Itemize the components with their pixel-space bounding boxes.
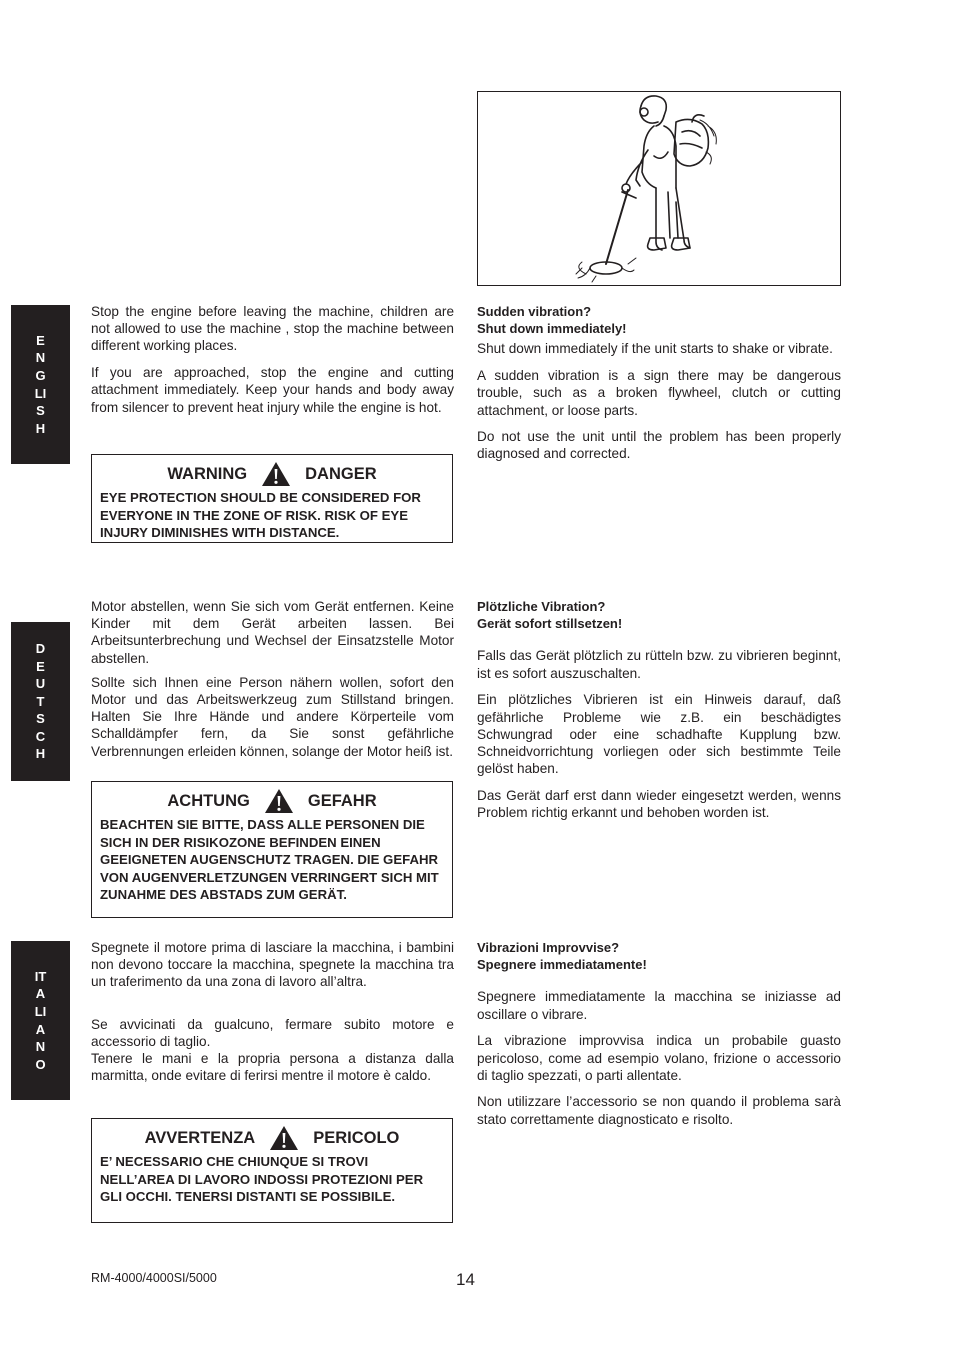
english-heading-1: Sudden vibration? (477, 304, 592, 319)
english-heading-2: Shut down immediately! (477, 321, 627, 337)
language-tab-italiano (11, 941, 70, 1100)
warning-right-word: PERICOLO (313, 1129, 400, 1147)
italiano-warning-box (91, 1118, 453, 1223)
warning-triangle-icon (261, 461, 291, 487)
language-tab-label: DEUTSCH (35, 640, 46, 762)
english-warning-text: EYE PROTECTION SHOULD BE CONSIDERED FOR EVERYONE IN THE ZONE OF RISK. RISK OF EYE INJURY DIMINISHES WITH DISTANCE. (100, 490, 421, 541)
italiano-right-paragraph-1: Spegnere immediatamente la macchina se iniziasse ad oscillare o vibrare. (477, 989, 841, 1022)
deutsch-left-column (91, 598, 454, 769)
warning-triangle-icon (269, 1125, 299, 1151)
language-tab-label: ENGLISH (34, 332, 47, 436)
italiano-heading-2: Spegnere immediatamente! (477, 957, 647, 973)
deutsch-heading-2: Gerät sofort stillsetzen! (477, 616, 623, 632)
english-right-column (477, 303, 841, 472)
language-tab-label: ITALIANO (34, 968, 47, 1072)
english-right-paragraph-1: Shut down immediately if the unit starts to shake or vibrate. (477, 341, 833, 357)
deutsch-paragraph-1: Motor abstellen, wenn Sie sich vom Gerät entfernen. Keine Kinder mit dem Gerät arbeiten lassen. Bei Arbeitsunterbrechung und Wechsel der Einsatzstelle Motor abstellen. (91, 599, 454, 666)
deutsch-warning-text: BEACHTEN SIE BITTE, DASS ALLE PERSONEN DIE SICH IN DER RISIKOZONE BEFINDEN EINEN GEEIGNETEN AUGENSCHUTZ TRAGEN. DIE GEFAHR VON AUGENVERLETZUNGEN VERRINGERT SICH MIT ZUNAHME DES ABSTADS ZUM GERÄT. (100, 817, 439, 903)
warning-right-word: DANGER (305, 465, 377, 483)
warning-left-word: WARNING (167, 465, 248, 483)
warning-left-word: AVVERTENZA (144, 1129, 256, 1147)
language-tab-deutsch (11, 622, 70, 781)
italiano-right-column (477, 939, 841, 1137)
italiano-right-paragraph-3: Non utilizzare l’accessorio se non quando il problema sarà stato correttamente diagnosticato e risolto. (477, 1094, 841, 1127)
deutsch-right-paragraph-1: Falls das Gerät plötzlich zu rütteln bzw. zu vibrieren beginnt, ist es sofort auszuschalten. (477, 648, 841, 681)
warning-right-word: GEFAHR (307, 792, 377, 810)
english-right-paragraph-3: Do not use the unit until the problem has been properly diagnosed and corrected. (477, 429, 841, 462)
deutsch-warning-title (100, 788, 444, 814)
deutsch-right-paragraph-3: Das Gerät darf erst dann wieder eingesetzt werden, wenns Problem richtig erkannt und behoben worden ist. (477, 787, 841, 821)
italiano-paragraph-3: Tenere le mani e la propria persona a distanza dalla marmitta, onde evitare di ferirsi mentre il motore è caldo. (91, 1051, 454, 1084)
english-paragraph-1: Stop the engine before leaving the machine, children are not allowed to use the machine , stop the machine between different working places. (91, 304, 454, 354)
english-warning-box (91, 454, 453, 543)
deutsch-right-paragraph-2: Ein plötzliches Vibrieren ist ein Hinweis darauf, daß gefährliche Probleme wie z.B. ein beschädigtes Schwungrad oder eine schadhafte Kupplung bzw. Schneidvorrichtung vorliegen oder sich bestimmte Teile gelöst haben. (477, 692, 841, 777)
italiano-paragraph-1: Spegnete il motore prima di lasciare la macchina, i bambini non devono toccare la macchina, spegnete la macchina tra un traferimento da una zona di lavoro all’altra. (91, 940, 454, 990)
deutsch-paragraph-2: Sollte sich Ihnen eine Person nähern wollen, sofort den Motor und das Arbeitswerkzeug zum Stillstand bringen. Halten Sie Ihre Hände und andere Körperteile vom Schalldämpfer fern, da Sie sonst gefährliche Verbrennungen erleiden können, solange der Motor heiß ist. (91, 674, 454, 759)
language-tab-english (11, 305, 70, 464)
page-number: 14 (456, 1270, 475, 1289)
footer-model-number: RM-4000/4000SI/5000 (91, 1271, 217, 1285)
english-warning-title (100, 461, 444, 487)
deutsch-heading-1: Plötzliche Vibration? (477, 599, 606, 614)
deutsch-warning-box (91, 781, 453, 918)
italiano-warning-title (100, 1125, 444, 1151)
deutsch-right-column (477, 598, 841, 831)
italiano-heading-1: Vibrazioni Improvvise? (477, 940, 620, 955)
italiano-left-column (91, 939, 454, 1094)
italiano-paragraph-2: Se avvicinati da gualcuno, fermare subito motore e accessorio di taglio. (91, 1016, 454, 1049)
italiano-warning-text: E’ NECESSARIO CHE CHIUNQUE SI TROVI NELL’AREA DI LAVORO INDOSSI PROTEZIONI PER GLI OCCHI. TENERSI DISTANTI SE POSSIBILE. (100, 1154, 424, 1205)
english-left-column (91, 303, 454, 425)
english-right-paragraph-2: A sudden vibration is a sign there may be dangerous trouble, such as a broken flywheel, clutch or cutting attachment, or loose parts. (477, 368, 841, 418)
warning-left-word: ACHTUNG (167, 792, 250, 810)
brushcutter-operator-illustration (477, 91, 841, 286)
english-paragraph-2: If you are approached, stop the engine and cutting attachment immediately. Keep your hands and body away from silencer to prevent heat injury while the engine is hot. (91, 365, 454, 415)
warning-triangle-icon (264, 788, 294, 814)
italiano-right-paragraph-2: La vibrazione improvvisa indica un probabile guasto pericoloso, come ad esempio volano, frizione o accessorio di taglio spezzati, o parti allentate. (477, 1033, 841, 1083)
